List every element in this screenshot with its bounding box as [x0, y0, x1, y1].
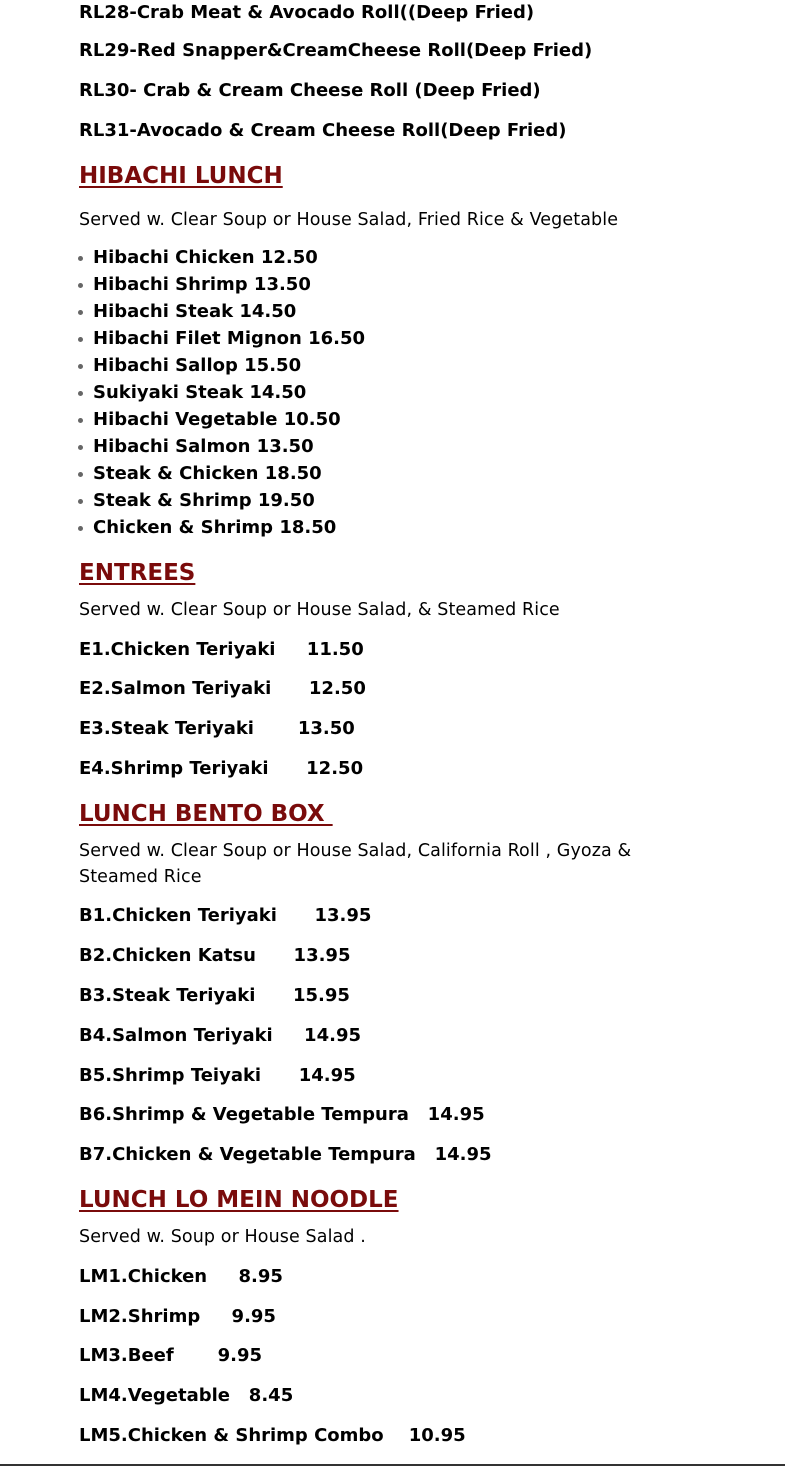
menu-item-lm5: LM5.Chicken & Shrimp Combo 10.95 [79, 1425, 466, 1446]
menu-item-b6: B6.Shrimp & Vegetable Tempura 14.95 [79, 1104, 485, 1125]
menu-item-e1: E1.Chicken Teriyaki 11.50 [79, 639, 364, 660]
list-item: Hibachi Sallop 15.50 [79, 352, 365, 379]
list-item: Hibachi Filet Mignon 16.50 [79, 325, 365, 352]
menu-item-lm1: LM1.Chicken 8.95 [79, 1266, 283, 1287]
menu-item-rl30: RL30- Crab & Cream Cheese Roll (Deep Fried) [79, 80, 541, 101]
menu-item-e2: E2.Salmon Teriyaki 12.50 [79, 678, 366, 699]
section-description-entrees: Served w. Clear Soup or House Salad, & Steamed Rice [79, 600, 560, 620]
list-item: Chicken & Shrimp 18.50 [79, 514, 365, 541]
menu-item-e3: E3.Steak Teriyaki 13.50 [79, 718, 355, 739]
menu-item-b2: B2.Chicken Katsu 13.95 [79, 945, 351, 966]
section-heading-hibachi: HIBACHI LUNCH [79, 163, 283, 189]
menu-item-b5: B5.Shrimp Teiyaki 14.95 [79, 1065, 356, 1086]
menu-item-lm3: LM3.Beef 9.95 [79, 1345, 262, 1366]
menu-item-b1: B1.Chicken Teriyaki 13.95 [79, 905, 372, 926]
list-item: Hibachi Chicken 12.50 [79, 244, 365, 271]
menu-item-rl29: RL29-Red Snapper&CreamCheese Roll(Deep Fried) [79, 40, 593, 61]
section-description-bento: Served w. Clear Soup or House Salad, California Roll , Gyoza & Steamed Rice [79, 841, 632, 887]
section-description-lomein: Served w. Soup or House Salad . [79, 1227, 366, 1247]
menu-item-b7: B7.Chicken & Vegetable Tempura 14.95 [79, 1144, 492, 1165]
list-item: Hibachi Steak 14.50 [79, 298, 365, 325]
menu-item-rl31: RL31-Avocado & Cream Cheese Roll(Deep Fried) [79, 120, 567, 141]
menu-item-lm4: LM4.Vegetable 8.45 [79, 1385, 294, 1406]
menu-item-e4: E4.Shrimp Teriyaki 12.50 [79, 758, 364, 779]
section-heading-bento: LUNCH BENTO BOX [79, 801, 333, 827]
bottom-divider [0, 1464, 785, 1466]
menu-item-b3: B3.Steak Teriyaki 15.95 [79, 985, 350, 1006]
hibachi-item-list [79, 244, 365, 541]
list-item: Hibachi Vegetable 10.50 [79, 406, 365, 433]
list-item: Hibachi Shrimp 13.50 [79, 271, 365, 298]
list-item: Hibachi Salmon 13.50 [79, 433, 365, 460]
list-item: Steak & Chicken 18.50 [79, 460, 365, 487]
menu-item-rl28: RL28-Crab Meat & Avocado Roll((Deep Fried) [79, 2, 535, 23]
list-item: Sukiyaki Steak 14.50 [79, 379, 365, 406]
section-heading-lomein: LUNCH LO MEIN NOODLE [79, 1187, 399, 1213]
section-heading-entrees: ENTREES [79, 560, 196, 586]
menu-item-b4: B4.Salmon Teriyaki 14.95 [79, 1025, 361, 1046]
menu-item-lm2: LM2.Shrimp 9.95 [79, 1306, 276, 1327]
list-item: Steak & Shrimp 19.50 [79, 487, 365, 514]
section-description-hibachi: Served w. Clear Soup or House Salad, Fried Rice & Vegetable [79, 210, 619, 230]
